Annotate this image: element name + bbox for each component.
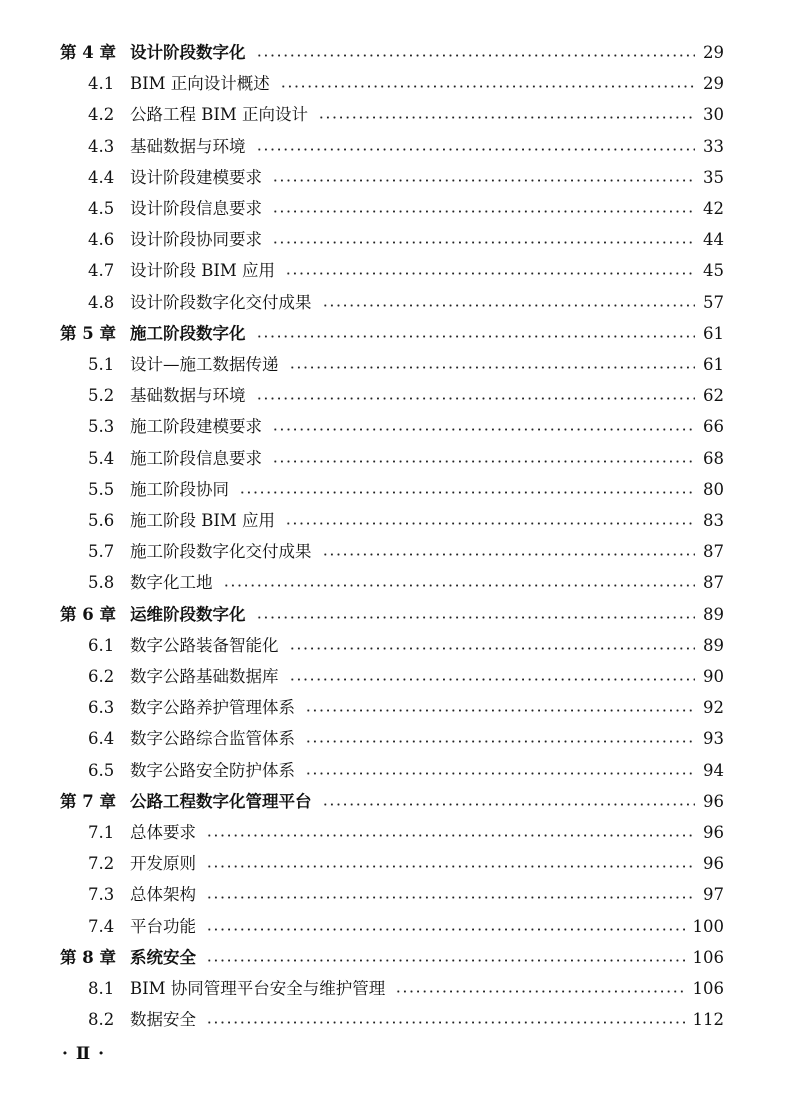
dot-leader	[305, 755, 695, 786]
dot-leader	[206, 1004, 685, 1035]
dot-leader	[285, 505, 695, 536]
page-number: 66	[703, 417, 724, 437]
page-number: 90	[703, 667, 724, 686]
dot-leader	[322, 786, 695, 817]
dot-leader	[256, 318, 695, 349]
section-number: 6.2	[88, 667, 115, 686]
section-number: 4.6	[88, 230, 115, 250]
toc-section-entry[interactable]	[0, 474, 790, 505]
dot-leader	[256, 380, 695, 411]
section-number: 5.4	[88, 448, 115, 468]
toc-section-entry[interactable]	[0, 505, 790, 536]
toc-chapter-entry[interactable]	[0, 786, 790, 817]
section-number: 5.1	[88, 355, 115, 374]
section-title: 基础数据与环境	[130, 136, 246, 156]
dot-leader	[206, 911, 685, 942]
page-number: 100	[692, 916, 724, 936]
section-title: 数字公路基础数据库	[130, 667, 279, 686]
toc-section-entry[interactable]	[0, 848, 790, 879]
section-number: 8.1	[88, 979, 115, 998]
dot-leader	[272, 193, 695, 224]
section-number: 8.2	[88, 1010, 115, 1030]
dot-leader	[223, 567, 695, 598]
page-number: 96	[703, 823, 724, 842]
page-number: 83	[703, 511, 724, 530]
page-number: 62	[703, 386, 724, 406]
page-number-footer: · Ⅱ ·	[62, 1044, 106, 1064]
section-number: 6.5	[88, 760, 115, 780]
section-title: 施工阶段信息要求	[130, 448, 262, 468]
page-number: 89	[703, 635, 724, 655]
section-title: 施工阶段数字化交付成果	[130, 542, 312, 562]
toc-section-entry[interactable]	[0, 879, 790, 910]
page-number: 92	[703, 698, 724, 718]
section-title: 数字公路养护管理体系	[130, 698, 295, 718]
toc-section-entry[interactable]	[0, 911, 790, 942]
section-title: 数字公路综合监管体系	[130, 729, 295, 749]
section-number: 5.8	[88, 573, 115, 593]
page-number: 89	[703, 604, 724, 624]
section-number: 4.1	[88, 74, 115, 94]
toc-section-entry[interactable]	[0, 1004, 790, 1035]
page-number: 29	[703, 43, 724, 62]
dot-leader	[322, 536, 695, 567]
section-number: 7.4	[88, 916, 115, 936]
toc-chapter-entry[interactable]	[0, 37, 790, 68]
dot-leader	[322, 287, 695, 318]
section-title: 设计阶段信息要求	[130, 199, 262, 218]
dot-leader	[256, 131, 695, 162]
section-title: 数字化工地	[130, 573, 213, 593]
toc-section-entry[interactable]	[0, 661, 790, 692]
toc-chapter-entry[interactable]	[0, 599, 790, 630]
dot-leader	[289, 630, 695, 661]
page-number: 106	[692, 947, 724, 967]
page-number: 80	[703, 479, 724, 499]
section-number: 6.4	[88, 729, 115, 749]
page-number: 61	[703, 355, 724, 374]
chapter-number: 第 7 章	[60, 791, 116, 811]
dot-leader	[272, 224, 695, 255]
section-title: 设计阶段数字化交付成果	[130, 292, 312, 312]
chapter-title: 设计阶段数字化	[130, 43, 246, 62]
section-title: 设计阶段协同要求	[130, 230, 262, 250]
toc-section-entry[interactable]	[0, 224, 790, 255]
toc-section-entry[interactable]	[0, 99, 790, 130]
dot-leader	[239, 474, 695, 505]
section-title: 开发原则	[130, 854, 196, 874]
chapter-number: 第 8 章	[60, 947, 116, 967]
section-number: 7.1	[88, 823, 115, 842]
section-title: 基础数据与环境	[130, 386, 246, 406]
page-number: 112	[692, 1010, 724, 1030]
section-number: 7.2	[88, 854, 115, 874]
dot-leader	[395, 973, 685, 1004]
dot-leader	[206, 848, 695, 879]
dot-leader	[272, 162, 695, 193]
toc-section-entry[interactable]	[0, 349, 790, 380]
page-number: 96	[703, 854, 724, 874]
section-title: 数字公路装备智能化	[130, 635, 279, 655]
section-title: 施工阶段 BIM 应用	[130, 511, 276, 530]
section-number: 5.3	[88, 417, 115, 437]
dot-leader	[280, 68, 695, 99]
page-number: 94	[703, 760, 724, 780]
dot-leader	[256, 599, 695, 630]
section-number: 5.5	[88, 479, 115, 499]
page-number: 57	[703, 292, 724, 312]
dot-leader	[305, 692, 695, 723]
section-title: BIM 正向设计概述	[130, 74, 270, 94]
toc-section-entry[interactable]	[0, 68, 790, 99]
section-number: 6.1	[88, 635, 115, 655]
dot-leader	[256, 37, 695, 68]
section-number: 7.3	[88, 885, 115, 905]
dot-leader	[318, 99, 695, 130]
toc-section-entry[interactable]	[0, 630, 790, 661]
page-number: 106	[692, 979, 724, 998]
toc-section-entry[interactable]	[0, 723, 790, 754]
page-number: 93	[703, 729, 724, 749]
section-title: 平台功能	[130, 916, 196, 936]
section-title: 总体要求	[130, 823, 196, 842]
section-number: 4.5	[88, 199, 115, 218]
page-number: 97	[703, 885, 724, 905]
toc-chapter-entry[interactable]	[0, 942, 790, 973]
section-title: 公路工程 BIM 正向设计	[130, 105, 309, 125]
dot-leader	[289, 349, 695, 380]
page-number: 33	[703, 136, 724, 156]
section-number: 5.6	[88, 511, 115, 530]
toc-section-entry[interactable]	[0, 411, 790, 442]
toc-section-entry[interactable]	[0, 380, 790, 411]
section-number: 4.7	[88, 261, 115, 281]
section-number: 6.3	[88, 698, 115, 718]
page-number: 96	[703, 791, 724, 811]
toc-section-entry[interactable]	[0, 817, 790, 848]
toc-section-entry[interactable]	[0, 443, 790, 474]
chapter-title: 施工阶段数字化	[130, 323, 246, 343]
page-number: 87	[703, 542, 724, 562]
toc-section-entry[interactable]	[0, 567, 790, 598]
dot-leader	[206, 942, 685, 973]
section-number: 5.2	[88, 386, 115, 406]
chapter-number: 第 4 章	[60, 43, 116, 62]
chapter-title: 系统安全	[130, 947, 196, 967]
section-number: 5.7	[88, 542, 115, 562]
section-title: 施工阶段建模要求	[130, 417, 262, 437]
section-title: 设计阶段 BIM 应用	[130, 261, 276, 281]
dot-leader	[272, 411, 695, 442]
section-title: 施工阶段协同	[130, 479, 229, 499]
toc-section-entry[interactable]	[0, 692, 790, 723]
toc-section-entry[interactable]	[0, 131, 790, 162]
page-number: 68	[703, 448, 724, 468]
toc-chapter-entry[interactable]	[0, 318, 790, 349]
section-title: 数字公路安全防护体系	[130, 760, 295, 780]
dot-leader	[305, 723, 695, 754]
section-number: 4.8	[88, 292, 115, 312]
page-number: 30	[703, 105, 724, 125]
page-number: 35	[703, 167, 724, 187]
section-number: 4.3	[88, 136, 115, 156]
toc-section-entry[interactable]	[0, 973, 790, 1004]
page-number: 29	[703, 74, 724, 94]
toc-section-entry[interactable]	[0, 162, 790, 193]
chapter-title: 公路工程数字化管理平台	[130, 791, 312, 811]
dot-leader	[289, 661, 695, 692]
page-number: 42	[703, 199, 724, 218]
page-number: 87	[703, 573, 724, 593]
dot-leader	[285, 255, 695, 286]
chapter-number: 第 5 章	[60, 323, 116, 343]
section-title: 数据安全	[130, 1010, 196, 1030]
page-number: 44	[703, 230, 724, 250]
section-title: 总体架构	[130, 885, 196, 905]
dot-leader	[206, 817, 695, 848]
page-number: 45	[703, 261, 724, 281]
chapter-title: 运维阶段数字化	[130, 604, 246, 624]
chapter-number: 第 6 章	[60, 604, 116, 624]
toc-section-entry[interactable]	[0, 287, 790, 318]
page-number: 61	[703, 323, 724, 343]
toc-section-entry[interactable]	[0, 536, 790, 567]
section-number: 4.2	[88, 105, 115, 125]
section-title: 设计阶段建模要求	[130, 167, 262, 187]
toc-section-entry[interactable]	[0, 255, 790, 286]
section-number: 4.4	[88, 167, 115, 187]
section-title: 设计—施工数据传递	[130, 355, 279, 374]
dot-leader	[206, 879, 695, 910]
toc-section-entry[interactable]	[0, 193, 790, 224]
section-title: BIM 协同管理平台安全与维护管理	[130, 979, 386, 998]
toc-section-entry[interactable]	[0, 755, 790, 786]
dot-leader	[272, 443, 695, 474]
